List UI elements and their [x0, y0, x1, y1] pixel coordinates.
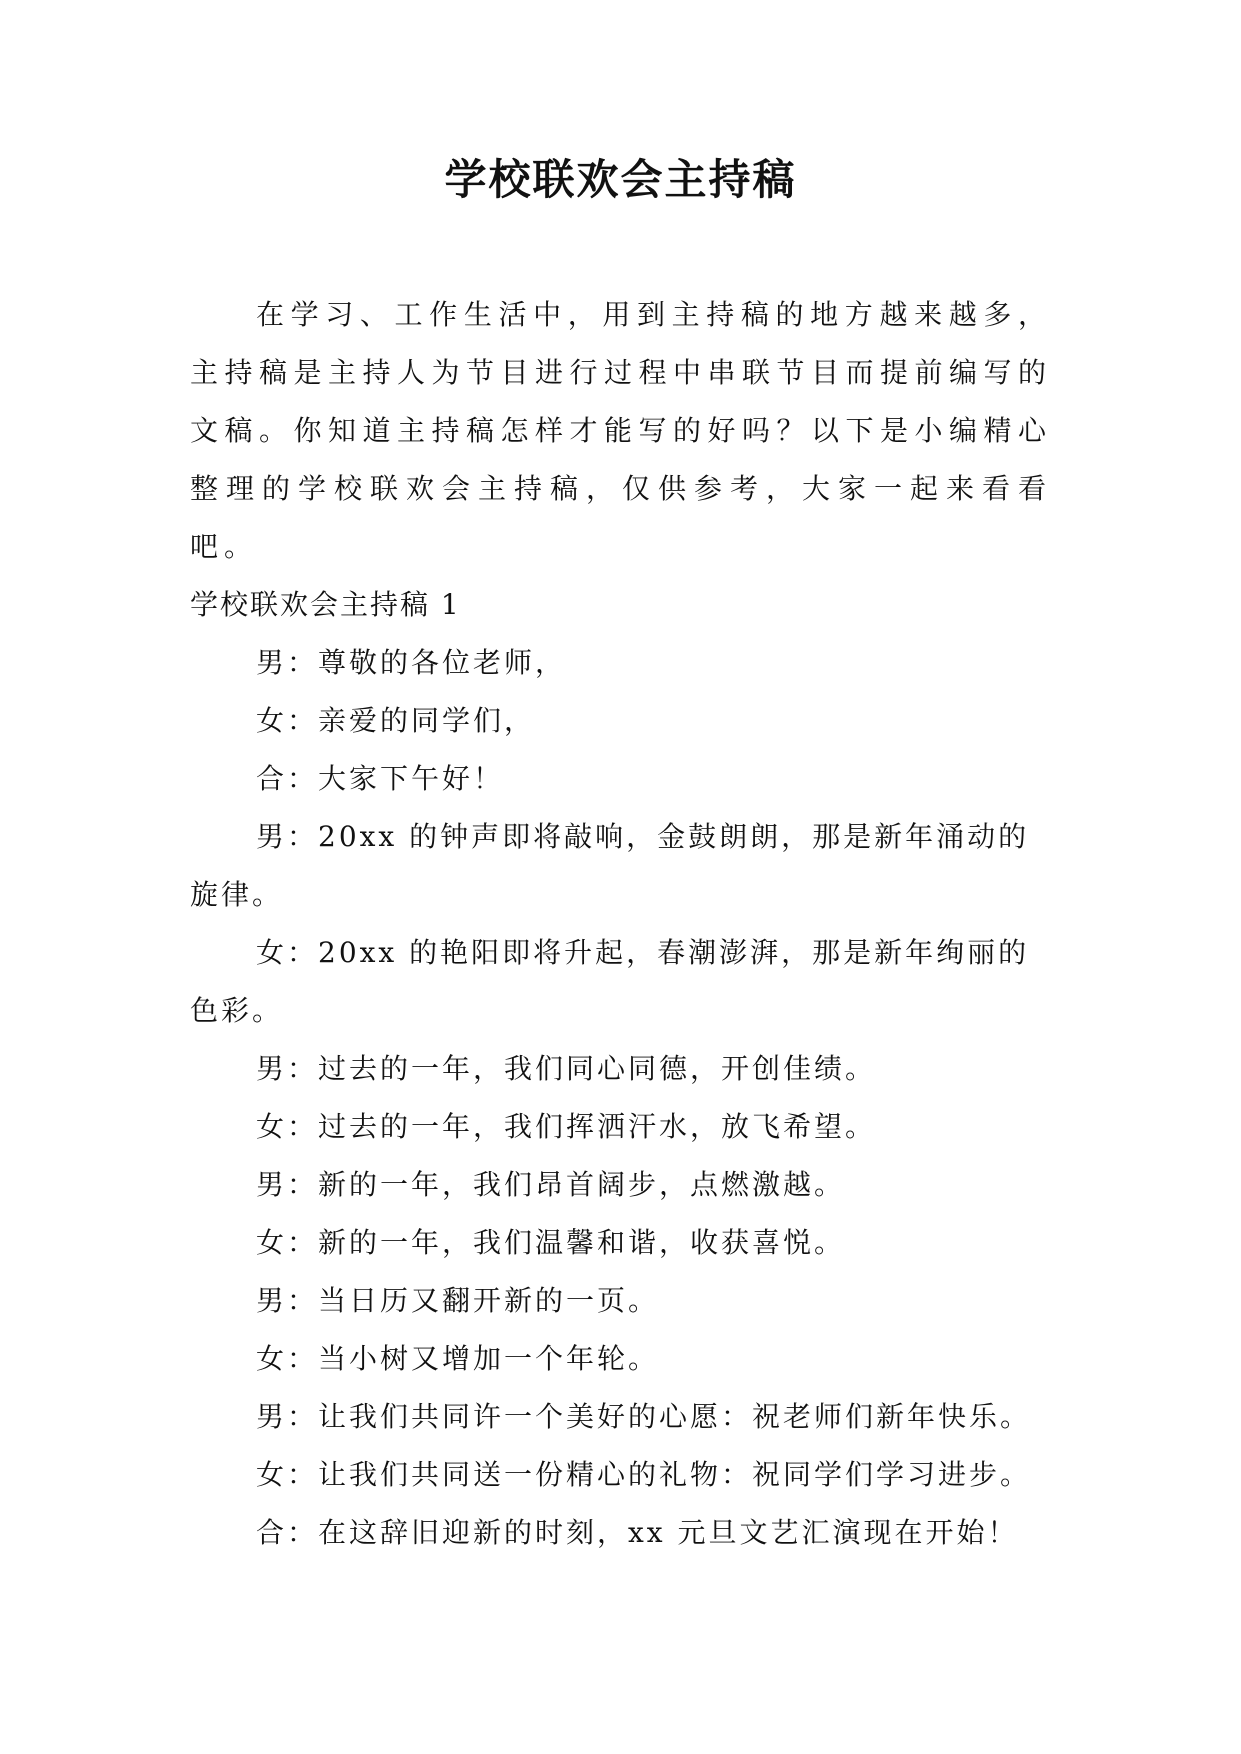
document-title: 学校联欢会主持稿: [444, 155, 797, 204]
dialogue-list: [190, 634, 1052, 1562]
dialogue-line: 男：20xx 的钟声即将敲响，金鼓朗朗，那是新年涌动的旋律。: [190, 820, 1030, 911]
intro-paragraph: 在学习、工作生活中，用到主持稿的地方越来越多，主持稿是主持人为节目进行过程中串联节目而提前编写的文稿。你知道主持稿怎样才能写的好吗？以下是小编精心整理的学校联欢会主持稿，仅供参考，大家一起来看看吧。: [190, 298, 1052, 563]
dialogue-line: 女：新的一年，我们温馨和谐，收获喜悦。: [256, 1226, 846, 1259]
dialogue-line: 女：过去的一年，我们挥洒汗水，放飞希望。: [256, 1110, 877, 1143]
dialogue-line: 男：让我们共同许一个美好的心愿：祝老师们新年快乐。: [256, 1400, 1032, 1433]
dialogue-line: 男：当日历又翻开新的一页。: [256, 1284, 660, 1317]
dialogue-line: 男：过去的一年，我们同心同德，开创佳绩。: [256, 1052, 877, 1085]
dialogue-line: 女：让我们共同送一份精心的礼物：祝同学们学习进步。: [256, 1458, 1032, 1491]
dialogue-line: 女：当小树又增加一个年轮。: [256, 1342, 660, 1375]
dialogue-line: 女：亲爱的同学们，: [256, 704, 536, 737]
dialogue-line: 合：大家下午好！: [256, 762, 505, 795]
dialogue-line: 男：尊敬的各位老师，: [256, 646, 567, 679]
section-title: 学校联欢会主持稿 1: [190, 588, 461, 621]
dialogue-line: 男：新的一年，我们昂首阔步，点燃激越。: [256, 1168, 846, 1201]
dialogue-line: 合：在这辞旧迎新的时刻，xx 元旦文艺汇演现在开始！: [256, 1516, 1019, 1549]
dialogue-line: 女：20xx 的艳阳即将升起，春潮澎湃，那是新年绚丽的色彩。: [190, 936, 1030, 1027]
